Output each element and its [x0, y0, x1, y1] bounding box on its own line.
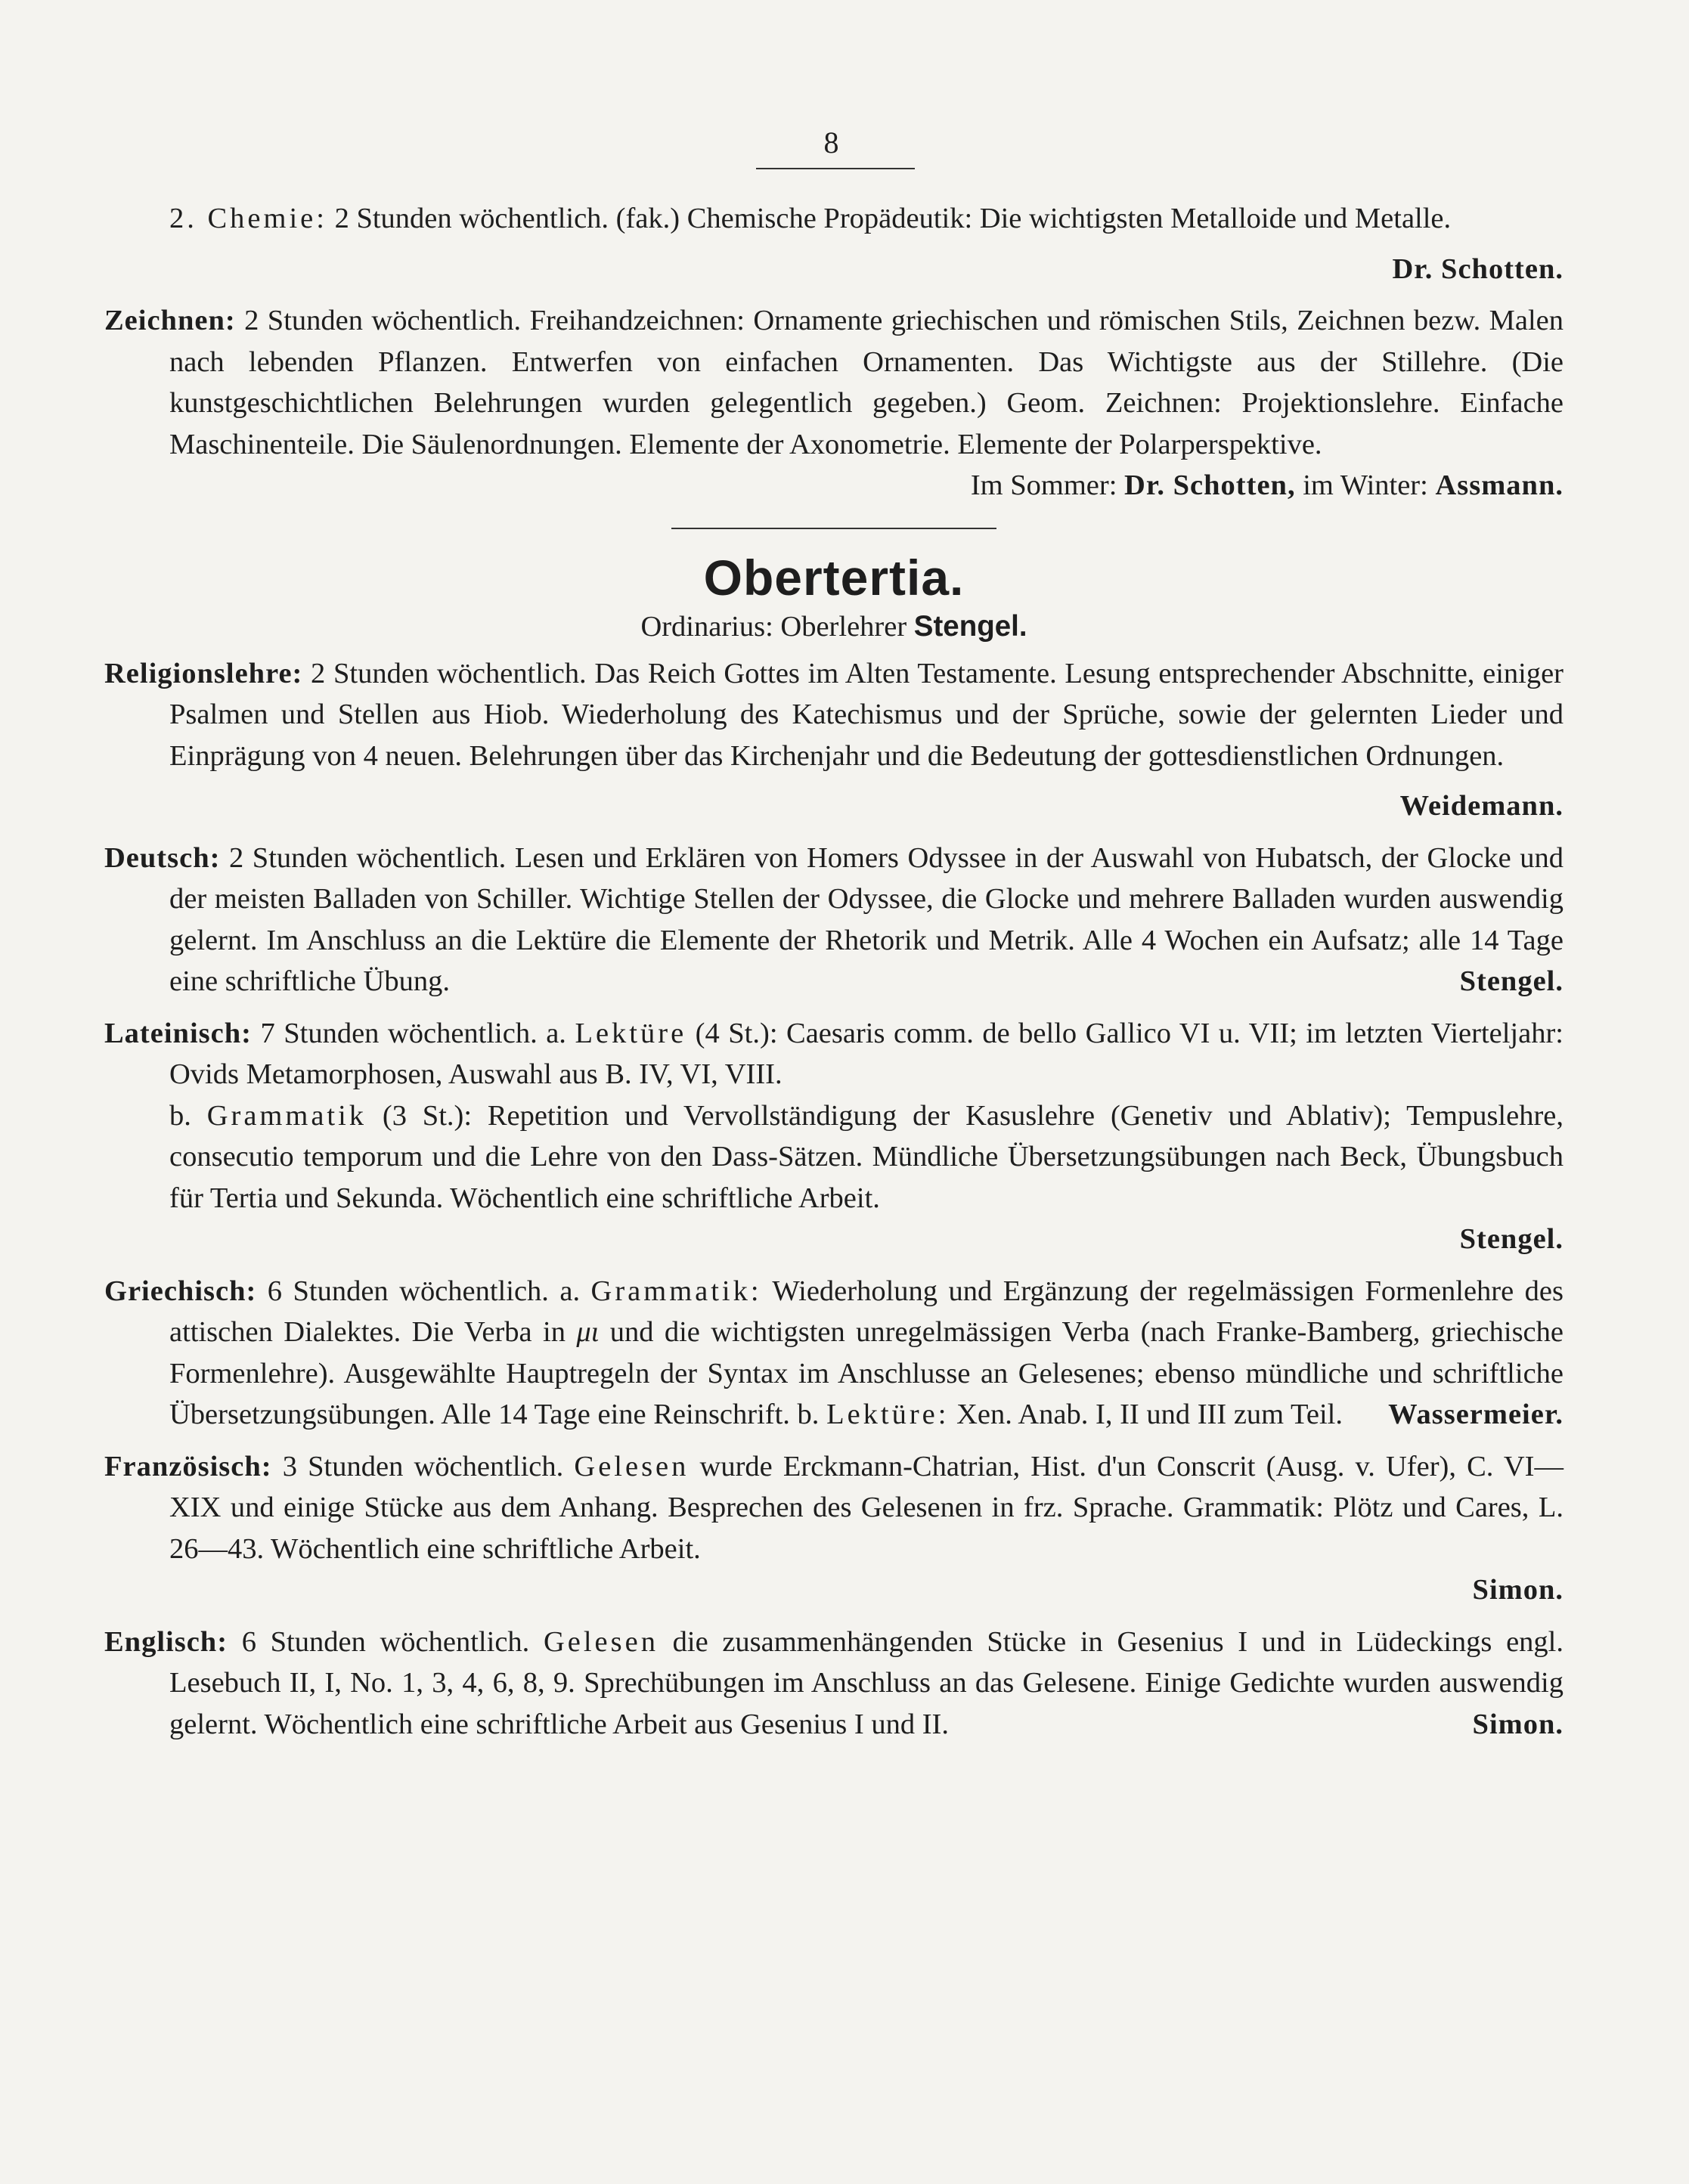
zeichnen-winter-label: im Winter: [1295, 469, 1436, 501]
englisch-teacher: Simon. [1472, 1708, 1563, 1740]
ordinarius-name: Stengel. [913, 609, 1027, 643]
ordinarius-line [104, 606, 1563, 647]
latein-b-label: Grammatik [206, 1099, 367, 1132]
zeichnen-winter-teacher: Assmann. [1435, 469, 1563, 501]
latein-a-body: (4 St.): Caesaris comm. de bello Gallico VI u. VII; im letzten Vierteljahr: Ovids Metamorphosen, Auswahl aus B. IV, VI, VIII. [169, 1017, 1563, 1090]
deutsch-label: Deutsch: [104, 841, 221, 874]
griechisch-a-body-2: und die wichtigsten unregelmässigen Verba (nach Franke-Bamberg, griechische Formenlehre). Ausgewählte Hauptregeln der Syntax im Anschlusse an Gelesenes; ebenso mündliche und schriftliche Übersetzungsübungen. Alle 14 Tage eine Reinschrift. b. [169, 1316, 1563, 1430]
latein-teacher-line [104, 1219, 1563, 1260]
latein-b-body: (3 St.): Repetition und Vervollständigung der Kasuslehre (Genetiv und Ablativ); Tempuslehre, consecutio temporum und die Lehre von den Dass-Sätzen. Mündliche Übersetzungsübungen nach Beck, Übungsbuch für Tertia und Sekunda. Wöchentlich eine schriftliche Arbeit. [169, 1099, 1564, 1214]
franzoesisch-body: wurde Erckmann-Chatrian, Hist. d'un Conscrit (Ausg. v. Ufer), C. VI—XIX und einige Stücke aus dem Anhang. Besprechen des Gelesenen in frz. Sprache. Grammatik: Plötz und Cares, L. 26—43. Wöchentlich eine schriftliche Arbeit. [169, 1450, 1563, 1565]
zeichnen-label: Zeichnen: [104, 305, 236, 336]
franzoesisch-text [104, 1446, 1563, 1570]
zeichnen-body: 2 Stunden wöchentlich. Freihandzeichnen: Ornamente griechischen und römischen Stils, Zeichnen bezw. Malen nach lebenden Pflanzen. Entwerfen von einfachen Ornamenten. Das Wichtigste aus der Stillehre. (Die kunstgeschichtlichen Belehrungen wurden gelegentlich gegeben.) Geom. Zeichnen: Projektionslehre. Einfache Maschinenteile. Die Säulenordnungen. Elemente der Axonometrie. Elemente der Polarperspektive. [169, 305, 1563, 460]
latein-a-label: Lektüre [575, 1017, 687, 1049]
section-title: Obertertia. [703, 549, 965, 606]
franzoesisch-label: Französisch: [104, 1450, 272, 1482]
latein-teacher: Stengel. [1459, 1223, 1563, 1255]
griechisch-label: Griechisch: [104, 1275, 257, 1307]
griechisch-intro: 6 Stunden wöchentlich. a. [256, 1275, 591, 1307]
franzoesisch-intro: 3 Stunden wöchentlich. [271, 1450, 575, 1482]
latein-intro: 7 Stunden wöchentlich. a. [251, 1017, 575, 1049]
chemie-text [169, 198, 1563, 285]
franzoesisch-teacher-line [104, 1569, 1563, 1611]
religion-teacher: Weidemann. [1399, 790, 1563, 822]
chemie-teacher: Dr. Schotten. [1392, 252, 1563, 285]
paragraph-griechisch [104, 1271, 1563, 1436]
latein-label: Lateinisch: [104, 1017, 252, 1049]
zeichnen-summer-label: Im Sommer: [970, 469, 1125, 501]
paragraph-englisch [104, 1622, 1563, 1746]
religion-text [104, 653, 1563, 822]
paragraph-deutsch [104, 838, 1563, 1002]
page-number-rule [756, 168, 915, 169]
englisch-body: die zusammenhängenden Stücke in Gesenius I und in Lüdeckings engl. Lesebuch II, I, No. 1, 3, 4, 6, 8, 9. Sprechübungen im Anschluss an das Gelesene. Einige Gedichte wurden auswendig gelernt. Wöchentlich eine schriftliche Arbeit aus Gesenius I und II. [169, 1625, 1563, 1740]
religion-label: Religionslehre: [104, 657, 303, 689]
latein-b-prefix: b. [169, 1099, 207, 1132]
deutsch-text [104, 838, 1563, 1002]
paragraph-lateinisch [104, 1013, 1563, 1260]
griechisch-b-body: Xen. Anab. I, II und III zum Teil. [949, 1399, 1343, 1430]
section-divider [671, 528, 996, 529]
deutsch-body: 2 Stunden wöchentlich. Lesen und Erklären von Homers Odyssee in der Auswahl von Hubatsch, der Glocke und der meisten Balladen von Schiller. Wichtige Stellen der Odyssee, die Glocke und mehrere Balladen wurden auswendig gelernt. Im Anschluss an die Lektüre die Elemente der Rhetorik und Metrik. Alle 4 Wochen ein Aufsatz; alle 14 Tage eine schriftliche Übung. [169, 841, 1563, 997]
deutsch-teacher: Stengel. [1459, 965, 1563, 997]
religion-body: 2 Stunden wöchentlich. Das Reich Gottes im Alten Testamente. Lesung entsprechender Abschnitte, einiger Psalmen und Stellen aus Hiob. Wiederholung des Katechismus und der Sprüche, sowie der gelernten Lieder und Einprägung von 4 neuen. Belehrungen über das Kirchenjahr und die Bedeutung der gottesdienstlichen Ordnungen. [169, 657, 1563, 772]
zeichnen-text [104, 300, 1563, 465]
griechisch-mi: μι [576, 1316, 600, 1348]
paragraph-zeichnen [104, 300, 1563, 507]
page-number: 8 [823, 125, 840, 160]
page-content [104, 198, 1563, 1755]
griechisch-teacher: Wassermeier. [1388, 1399, 1563, 1430]
griechisch-b-label: Lektüre: [826, 1399, 950, 1430]
franzoesisch-gelesen: Gelesen [574, 1450, 690, 1482]
englisch-gelesen: Gelesen [543, 1625, 659, 1658]
englisch-text [104, 1622, 1563, 1746]
latein-text-a [104, 1013, 1563, 1095]
chemie-label: 2. Chemie: [169, 203, 327, 234]
zeichnen-summer-teacher: Dr. Schotten, [1124, 469, 1296, 501]
englisch-label: Englisch: [104, 1625, 228, 1658]
englisch-intro: 6 Stunden wöchentlich. [228, 1625, 544, 1658]
paragraph-franzoesisch [104, 1446, 1563, 1611]
paragraph-chemie [104, 198, 1563, 290]
chemie-body: 2 Stunden wöchentlich. (fak.) Chemische Propädeutik: Die wichtigsten Metalloide und Metalle. [327, 203, 1452, 234]
zeichnen-teachers [104, 465, 1563, 507]
paragraph-religionslehre [104, 653, 1563, 827]
griechisch-a-body: Wiederholung und Ergänzung der regelmässigen Formenlehre des attischen Dialektes. Die Verba in [169, 1275, 1563, 1348]
ordinarius-label: Ordinarius: Oberlehrer [640, 610, 914, 643]
griechisch-text [104, 1271, 1563, 1436]
griechisch-a-label: Grammatik: [590, 1275, 762, 1307]
page-number-block [756, 125, 907, 169]
franzoesisch-teacher: Simon. [1472, 1574, 1563, 1606]
latein-text-b [104, 1095, 1563, 1219]
